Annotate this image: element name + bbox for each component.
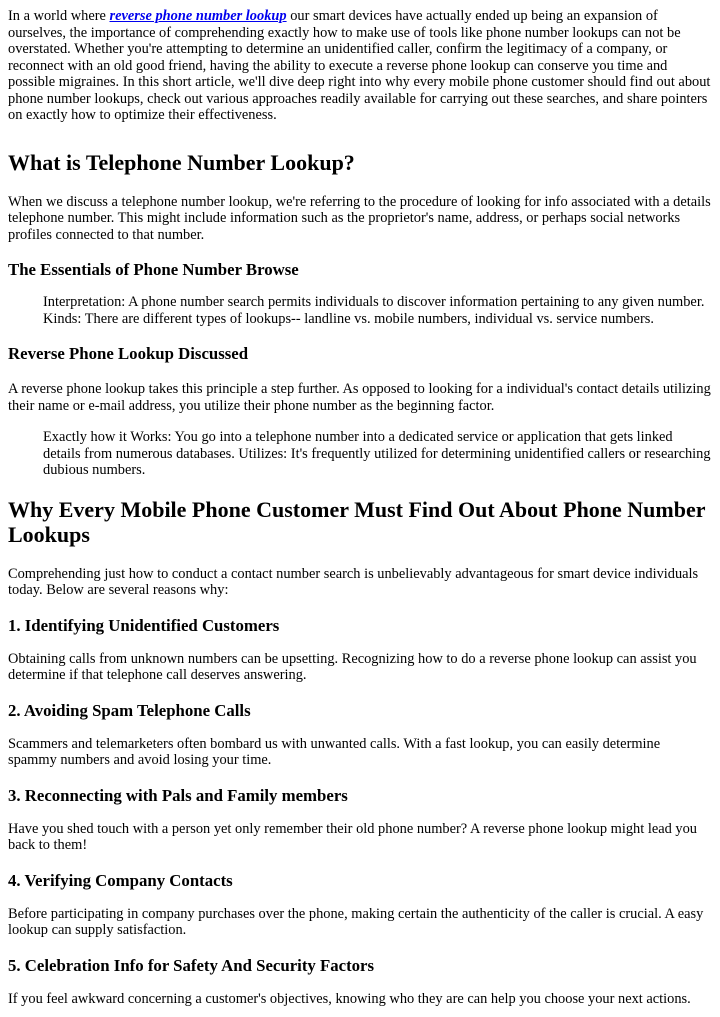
essentials-quote: Interpretation: A phone number search permits individuals to discover information pertaining to any given number. Kinds: There are different types of lookups-- landline vs. mobile numbers, individual vs. service numbers.: [43, 294, 705, 327]
reason-heading: 3. Reconnecting with Pals and Family members: [8, 785, 348, 805]
reverse-phone-lookup-link[interactable]: reverse phone number lookup: [109, 8, 287, 24]
intro-paragraph: [8, 0, 712, 124]
what-is-lookup-paragraph: When we discuss a telephone number lookup, we're referring to the procedure of looking for info associated with a details telephone number. This might include information such as the proprietor's name, address, or perhaps social networks profiles connected to that number.: [8, 193, 711, 243]
heading-reverse-lookup: Reverse Phone Lookup Discussed: [8, 344, 249, 363]
heading-why-learn: Why Every Mobile Phone Customer Must Find Out About Phone Number Lookups: [8, 496, 706, 547]
reason-heading: 4. Verifying Company Contacts: [8, 870, 233, 890]
reason-heading: 2. Avoiding Spam Telephone Calls: [8, 700, 251, 720]
reason-text: Obtaining calls from unknown numbers can be upsetting. Recognizing how to do a reverse phone lookup can assist you determine if that telephone call deserves answering.: [8, 650, 697, 683]
reason-heading: 5. Celebration Info for Safety And Security Factors: [8, 955, 375, 975]
heading-essentials: The Essentials of Phone Number Browse: [8, 260, 299, 279]
reason-heading: 1. Identifying Unidentified Customers: [8, 615, 280, 635]
intro-text-before: In a world where: [8, 8, 110, 24]
why-learn-paragraph: Comprehending just how to conduct a contact number search is unbelievably advantageous for smart device individuals today. Below are several reasons why:: [8, 565, 699, 598]
reason-text: Scammers and telemarketers often bombard us with unwanted calls. With a fast lookup, you can easily determine spammy numbers and avoid losing your time.: [8, 735, 661, 768]
reason-text: Before participating in company purchases over the phone, making certain the authenticity of the caller is crucial. A easy lookup can supply satisfaction.: [8, 905, 704, 938]
reverse-lookup-quote: Exactly how it Works: You go into a telephone number into a dedicated service or application that gets linked details from numerous databases. Utilizes: It's frequently utilized for determining unidentified callers or researching dubious numbers.: [43, 429, 711, 478]
reverse-lookup-paragraph: A reverse phone lookup takes this principle a step further. As opposed to looking for a individual's contact details utilizing their name or e-mail address, you utilize their phone number as the beginning factor.: [8, 381, 711, 414]
reason-text: If you feel awkward concerning a customer's objectives, knowing who they are can help you choose your next actions.: [8, 990, 691, 1007]
reason-text: Have you shed touch with a person yet only remember their old phone number? A reverse phone lookup might lead you back to them!: [8, 820, 697, 853]
heading-what-is-lookup: What is Telephone Number Lookup?: [8, 149, 355, 175]
intro-text-after: our smart devices have actually ended up being an expansion of ourselves, the importance of comprehending exactly how to make use of tools like phone number lookups can not be overstated. Whether you're attempting to determine an unidentified caller, confirm the legitimacy of a company, or reconnect with an old good friend, having the ability to execute a reverse phone lookup can conserve you time and possible migraines. In this short article, we'll dive deep right into why every mobile phone customer should find out about phone number lookups, check out various approaches readily available for carrying out these searches, and share pointers on exactly how to optimize their effectiveness.: [8, 8, 711, 123]
